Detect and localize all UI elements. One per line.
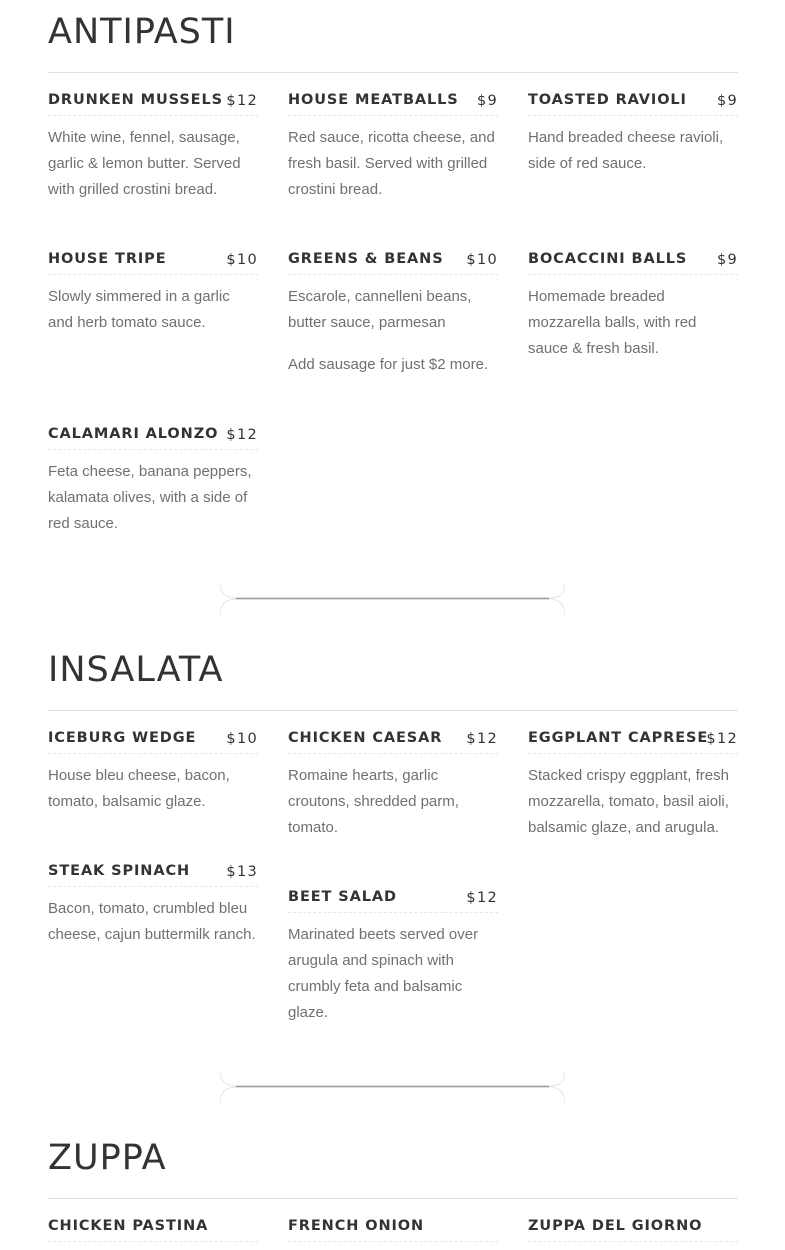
menu-item-description: Bacon, tomato, crumbled bleu cheese, cajun buttermilk ranch.	[48, 900, 256, 943]
menu-item-description: Homemade breaded mozzarella balls, with red sauce & fresh basil.	[528, 288, 697, 357]
menu-item-name: CHICKEN CAESAR	[288, 730, 443, 746]
menu-item-description: Stacked crispy eggplant, fresh mozzarella, tomato, basil aioli, balsamic glaze, and arugula.	[528, 767, 729, 836]
section-rule	[48, 72, 738, 73]
menu-item-price: $12	[226, 93, 258, 109]
menu-item	[288, 729, 498, 841]
menu-item-description: Romaine hearts, garlic croutons, shredded parm, tomato.	[288, 767, 459, 836]
menu-item-description: Escarole, cannelleni beans, butter sauce, parmesan	[288, 288, 472, 331]
menu-item-header	[48, 862, 258, 887]
menu-item-description: Hand breaded cheese ravioli, side of red sauce.	[528, 129, 724, 172]
menu-item-price: $13	[226, 864, 258, 880]
menu-item	[288, 91, 498, 203]
menu-item-name: CHICKEN PASTINA	[48, 1218, 209, 1234]
menu-item-description: White wine, fennel, sausage, garlic & lemon butter. Served with grilled crostini bread.	[48, 129, 241, 198]
menu-item-name: BOCACCINI BALLS	[528, 251, 688, 267]
section-zuppa	[48, 1128, 738, 1250]
menu-item-description: Slowly simmered in a garlic and herb tomato sauce.	[48, 288, 230, 331]
menu-item	[528, 1217, 738, 1242]
section-title-antipasti: ANTIPASTI	[48, 12, 236, 52]
menu-item-price: $10	[226, 731, 258, 747]
menu-item-name: DRUNKEN MUSSELS	[48, 92, 223, 108]
section-rule	[48, 710, 738, 711]
menu-item-header	[288, 1217, 498, 1242]
menu-item-price: $12	[706, 731, 738, 747]
menu-item-name: ZUPPA DEL GIORNO	[528, 1218, 703, 1234]
section-title-zuppa: ZUPPA	[48, 1138, 167, 1178]
menu-item-header	[48, 91, 258, 116]
menu-item-name: HOUSE TRIPE	[48, 251, 167, 267]
menu-item-description: House bleu cheese, bacon, tomato, balsamic glaze.	[48, 767, 230, 810]
menu-item-price: $9	[716, 93, 738, 109]
menu-item	[528, 729, 738, 841]
menu-item	[528, 91, 738, 177]
menu-item-name: ICEBURG WEDGE	[48, 730, 197, 746]
menu-item-header	[48, 250, 258, 275]
menu-item-note: Add sausage for just $2 more.	[288, 356, 489, 373]
menu-item-name: BEET SALAD	[288, 889, 397, 905]
section-divider	[220, 1072, 565, 1104]
menu-item-header	[528, 250, 738, 275]
menu-item-price: $12	[466, 890, 498, 906]
menu-item	[288, 1217, 498, 1242]
menu-item-header	[288, 888, 498, 913]
menu-item-description: Marinated beets served over arugula and spinach with crumbly feta and balsamic glaze.	[288, 926, 479, 1021]
menu-item	[48, 250, 258, 336]
menu-item-header	[528, 1217, 738, 1242]
menu-item	[528, 250, 738, 362]
section-rule	[48, 1198, 738, 1199]
menu-item-header	[288, 250, 498, 275]
menu-item-price: $10	[226, 252, 258, 268]
menu-item-name: TOASTED RAVIOLI	[528, 92, 687, 108]
menu-item-header	[528, 729, 738, 754]
menu-item-name: FRENCH ONION	[288, 1218, 425, 1234]
menu-item-header	[48, 425, 258, 450]
menu-item-header	[288, 91, 498, 116]
menu-item-price: $12	[466, 731, 498, 747]
menu-item-name: EGGPLANT CAPRESE	[528, 730, 709, 746]
menu-item	[48, 425, 258, 537]
section-title-insalata: INSALATA	[48, 650, 224, 690]
section-antipasti	[48, 0, 738, 560]
menu-item-description: Feta cheese, banana peppers, kalamata olives, with a side of red sauce.	[48, 463, 252, 532]
menu-item	[48, 862, 258, 948]
menu-item	[288, 250, 498, 378]
menu-item	[48, 1217, 258, 1242]
menu-item	[48, 91, 258, 203]
menu-item-price: $12	[226, 427, 258, 443]
menu-item-header	[48, 1217, 258, 1242]
menu-item-header	[288, 729, 498, 754]
menu-item	[288, 888, 498, 1026]
section-insalata	[48, 640, 738, 1060]
menu-item-name: STEAK SPINACH	[48, 863, 191, 879]
menu-item-header	[48, 729, 258, 754]
menu-item-price: $9	[476, 93, 498, 109]
menu-item-name: GREENS & BEANS	[288, 251, 444, 267]
menu-item-price: $10	[466, 252, 498, 268]
menu-item-header	[528, 91, 738, 116]
menu-item	[48, 729, 258, 815]
section-divider	[220, 584, 565, 616]
menu-item-description: Red sauce, ricotta cheese, and fresh basil. Served with grilled crostini bread.	[288, 129, 495, 198]
menu-item-price: $9	[716, 252, 738, 268]
menu-item-name: CALAMARI ALONZO	[48, 426, 219, 442]
menu-item-name: HOUSE MEATBALLS	[288, 92, 459, 108]
